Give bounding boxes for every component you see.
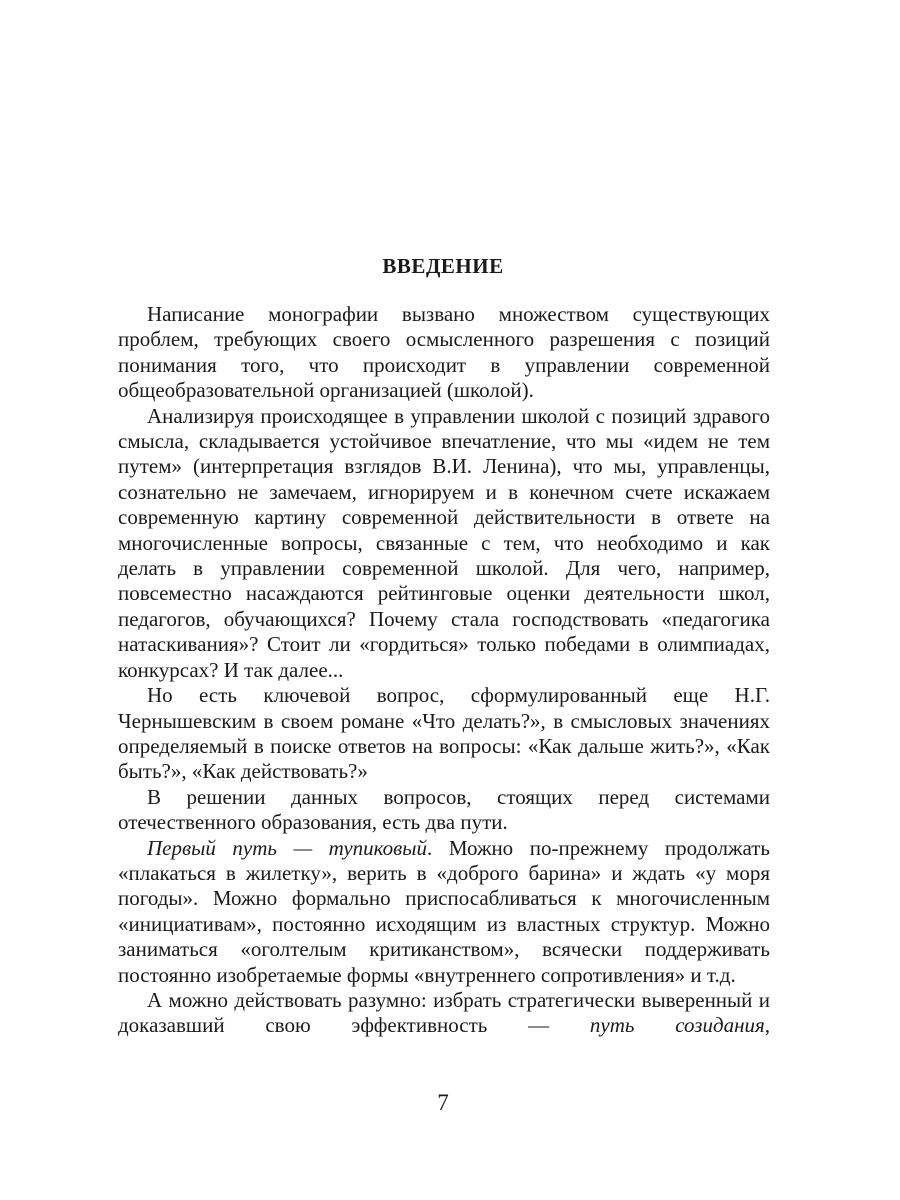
body-text — [118, 302, 770, 1039]
page-number: 7 — [437, 1090, 449, 1115]
paragraph-3 — [118, 683, 770, 785]
paragraph-5 — [118, 836, 770, 988]
paragraph-1 — [118, 302, 770, 404]
paragraph-text: Но есть ключевой вопрос, сформулированный еще Н.Г. Чернышевским в своем романе «Что делать?», в смысловых значениях определяемый в поиске ответов на вопросы: «Как дальше жить?», «Как быть?», «Как действовать?» — [118, 683, 770, 784]
chapter-heading: ВВЕДЕНИЕ — [382, 254, 504, 278]
paragraph-text: . Можно по-прежнему продолжать «плакаться в жилетку», верить в «доброго барина» и ждать «у моря погоды». Можно формально приспосабливаться к многочисленным «инициативам», постоянно исходящим из властных структур. Можно заниматься «оголтелым критиканством», всячески поддерживать постоянно изобретаемые формы «внутреннего сопротивления» и т.д. — [118, 835, 770, 987]
paragraph-6 — [118, 988, 770, 1039]
paragraph-text: Анализируя происходящее в управлении школой с позиций здравого смысла, складывается устойчивое впечатление, что мы «идем не тем путем» (интерпретация взглядов В.И. Ленина), что мы, управленцы, сознательно не замечаем, игнорируем и в конечном счете искажаем современную картину современной действительности в ответе на многочисленные вопросы, связанные с тем, что необходимо и как делать в управлении современной школой. Для чего, например, повсеместно насаждаются рейтинговые оценки деятельности школ, педагогов, обучающихся? Почему стала господствовать «педагогика натаскивания»? Стоит ли «гордиться» только победами в олимпиадах, конкурсах? И так далее... — [118, 403, 770, 682]
italic-lead: Первый путь — тупиковый — [147, 835, 428, 860]
paragraph-text: А можно действовать разумно: избрать стратегически выверенный и доказавший свою эффективность — — [118, 987, 770, 1038]
paragraph-4 — [118, 785, 770, 836]
paragraph-2 — [118, 404, 770, 683]
paragraph-text-tail: , — [764, 1013, 771, 1038]
italic-phrase: путь созидания — [589, 1013, 765, 1038]
paragraph-text: Написание монографии вызвано множеством существующих проблем, требующих своего осмысленного разрешения с позиций понимания того, что происходит в управлении современной общеобразовательной организацией (школой). — [118, 302, 770, 403]
paragraph-text: В решении данных вопросов, стоящих перед системами отечественного образования, есть два пути. — [118, 784, 770, 835]
